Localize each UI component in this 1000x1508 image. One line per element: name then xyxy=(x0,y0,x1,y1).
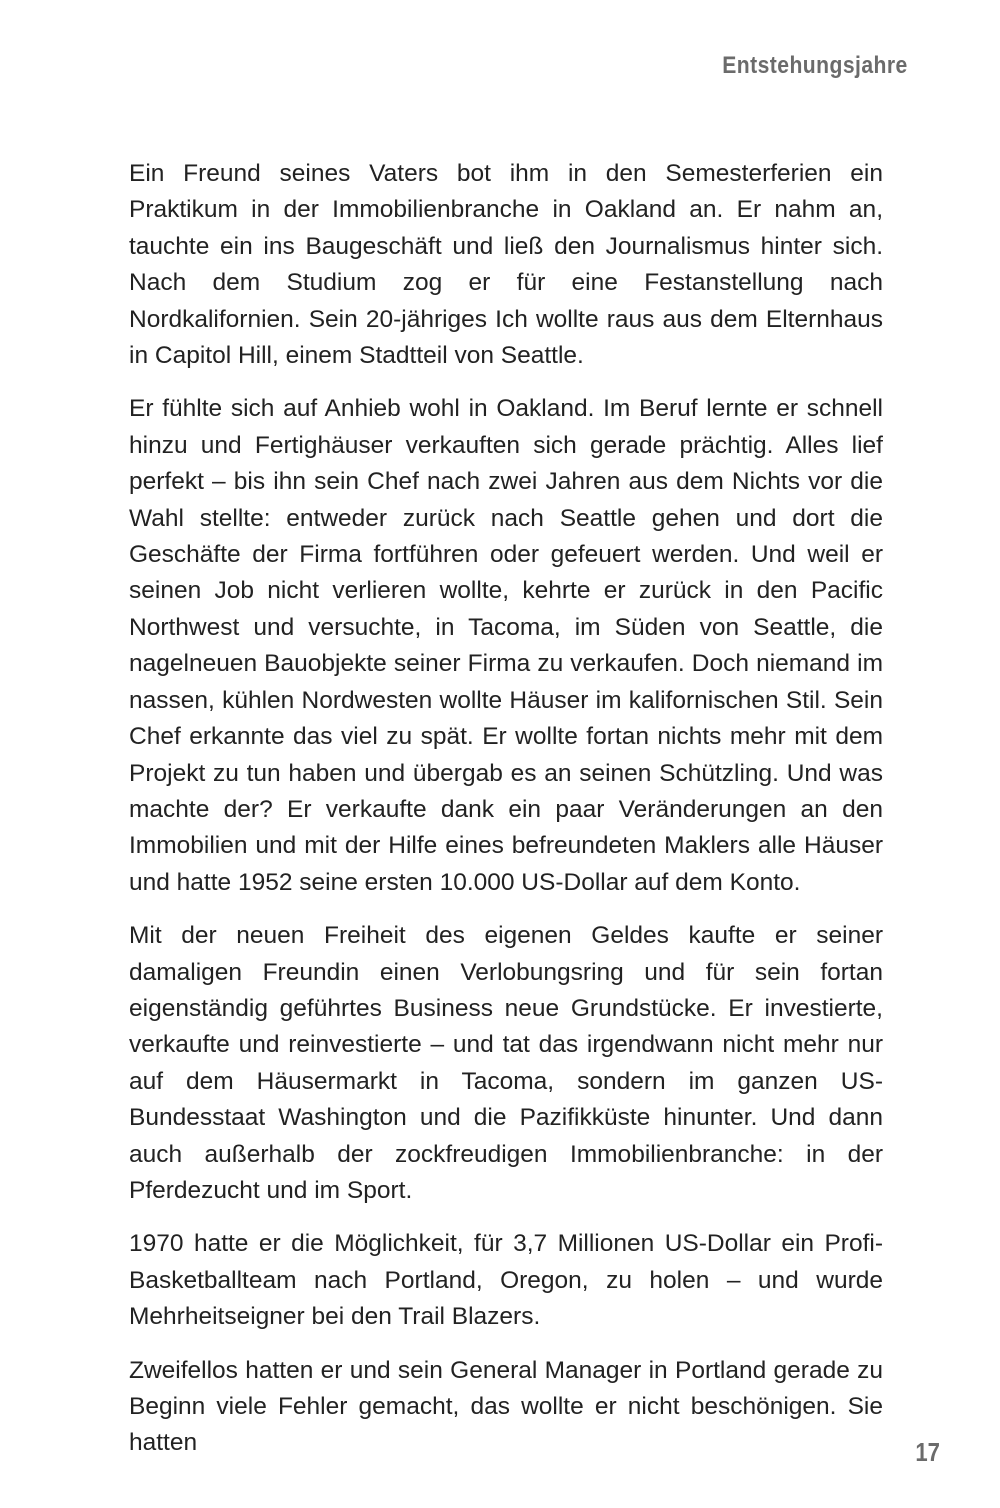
paragraph-5: Zweifellos hatten er und sein General Manager in Portland gerade zu Beginn viele Fehler gemacht, das wollte er nicht beschönigen. Sie hatten xyxy=(129,1356,883,1457)
paragraph-3: Mit der neuen Freiheit des eigenen Geldes kaufte er seiner damaligen Freundin einen Verlobungsring und für sein fortan eigenständig geführtes Business neue Grundstücke. Er investierte, verkaufte und reinvestierte – und tat das irgendwann nicht mehr nur auf dem Häusermarkt in Tacoma, sondern im ganzen US-Bundesstaat Washington und die Pazifikküste hinunter. Und dann auch außerhalb der zockfreudigen Immobilienbranche: in der Pferdezucht und im Sport. xyxy=(129,922,883,1204)
paragraph-2: Er fühlte sich auf Anhieb wohl in Oakland. Im Beruf lernte er schnell hinzu und Fertighäuser verkauften sich gerade prächtig. Alles lief perfekt – bis ihn sein Chef nach zwei Jahren aus dem Nichts vor die Wahl stellte: entweder zurück nach Seattle gehen und dort die Geschäfte der Firma fortführen oder gefeuert werden. Und weil er seinen Job nicht verlieren wollte, kehrte er zurück in den Pacific Northwest und versuchte, in Tacoma, im Süden von Seattle, die nagelneuen Bauobjekte seiner Firma zu verkaufen. Doch niemand im nassen, kühlen Nordwesten wollte Häuser im kalifornischen Stil. Sein Chef erkannte das viel zu spät. Er wollte fortan nichts mehr mit dem Projekt zu tun haben und übergab es an seinen Schützling. Und was machte der? Er verkaufte dank ein paar Veränderungen an den Immobilien und mit der Hilfe eines befreundeten Maklers alle Häuser und hatte 1952 seine ersten 10.000 US-Dollar auf dem Konto. xyxy=(129,395,883,896)
paragraph-1: Ein Freund seines Vaters bot ihm in den Semesterferien ein Praktikum in der Immobilienbranche in Oakland an. Er nahm an, tauchte ein ins Baugeschäft und ließ den Journalismus hinter sich. Nach dem Studium zog er für eine Festanstellung nach Nordkalifornien. Sein 20-jähriges Ich wollte raus aus dem Elternhaus in Capitol Hill, einem Stadtteil von Seattle. xyxy=(129,160,883,370)
running-header-title: Entstehungsjahre xyxy=(722,52,908,79)
paragraph-4: 1970 hatte er die Möglichkeit, für 3,7 Millionen US-Dollar ein Profi-Basketballteam nach Portland, Oregon, zu holen – und wurde Mehrheitseigner bei den Trail Blazers. xyxy=(129,1230,883,1331)
body-text xyxy=(129,156,883,1479)
page-number: 17 xyxy=(915,1437,940,1467)
